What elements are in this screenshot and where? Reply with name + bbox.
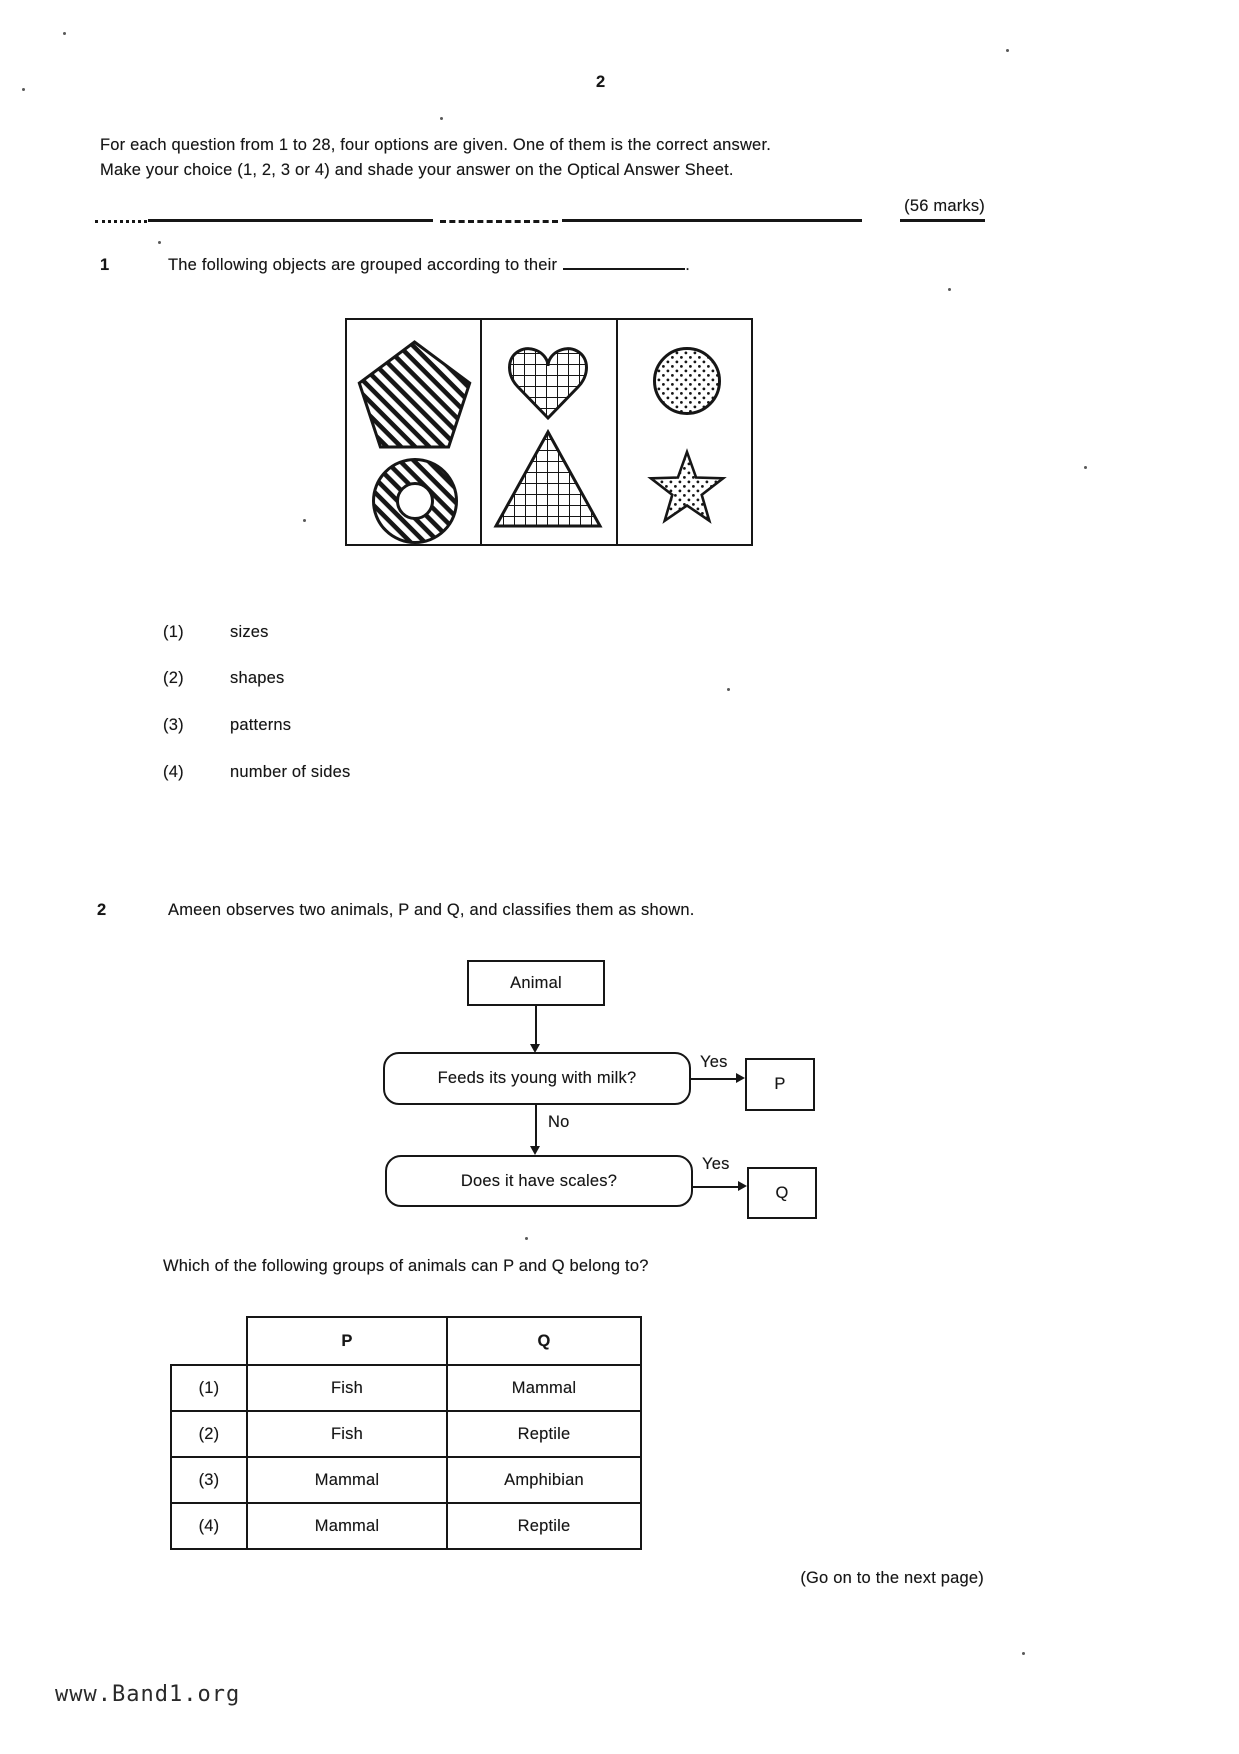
arrow-head-down-icon xyxy=(530,1146,540,1155)
q1-option-1-number: (1) xyxy=(163,623,184,641)
row-number: (2) xyxy=(171,1411,247,1457)
footer-watermark: www.Band1.org xyxy=(55,1682,241,1707)
row-p-value: Fish xyxy=(247,1411,447,1457)
instructions-line2: Make your choice (1, 2, 3 or 4) and shade your answer on the Optical Answer Sheet. xyxy=(100,161,734,179)
triangle-shape xyxy=(492,428,604,530)
table-header-row xyxy=(171,1317,641,1365)
flowchart-no-label: No xyxy=(548,1113,570,1131)
row-q-value: Reptile xyxy=(447,1503,641,1549)
flowchart-yes2-label: Yes xyxy=(702,1155,730,1173)
row-p-value: Fish xyxy=(247,1365,447,1411)
heart-shape xyxy=(502,342,594,422)
scan-speck xyxy=(948,288,951,291)
q1-blank-suffix: . xyxy=(685,256,691,274)
arrow-head-right-icon xyxy=(736,1073,745,1083)
scan-speck xyxy=(303,519,306,522)
row-number: (4) xyxy=(171,1503,247,1549)
row-q-value: Amphibian xyxy=(447,1457,641,1503)
q1-figure xyxy=(345,318,753,546)
q1-option-1-label: sizes xyxy=(230,623,269,641)
marks-label: (56 marks) xyxy=(904,197,985,215)
q1-blank-line xyxy=(563,253,685,270)
q1-option-2-label: shapes xyxy=(230,669,285,687)
q1-text-body: The following objects are grouped according to their xyxy=(168,256,558,274)
table-row xyxy=(171,1365,641,1411)
rule-segment xyxy=(900,219,985,222)
table-header-p: P xyxy=(247,1317,447,1365)
q1-option-4-number: (4) xyxy=(163,763,184,781)
q1-option-3 xyxy=(0,713,600,739)
figure-cell-grid xyxy=(480,320,615,544)
scan-speck xyxy=(63,32,66,35)
figure-cell-dots xyxy=(616,320,751,544)
table-row xyxy=(171,1457,641,1503)
row-q-value: Mammal xyxy=(447,1365,641,1411)
scan-speck xyxy=(158,241,161,244)
table-row xyxy=(171,1503,641,1549)
instructions xyxy=(100,133,920,183)
flowchart-result-q-box: Q xyxy=(747,1167,817,1219)
ring-shape xyxy=(370,456,460,546)
next-page-note: (Go on to the next page) xyxy=(800,1569,984,1587)
q2-text: Ameen observes two animals, P and Q, and classifies them as shown. xyxy=(168,901,695,919)
flowchart-arrow-down xyxy=(535,1105,537,1148)
rule-segment xyxy=(562,219,862,222)
flowchart-arrow-right xyxy=(691,1078,737,1080)
flowchart-yes1-label: Yes xyxy=(700,1053,728,1071)
table-header-q: Q xyxy=(447,1317,641,1365)
rule-segment xyxy=(95,220,147,223)
star-shape xyxy=(646,448,728,528)
row-p-value: Mammal xyxy=(247,1457,447,1503)
scan-speck xyxy=(22,88,25,91)
page-number: 2 xyxy=(596,73,606,91)
circle-shape xyxy=(652,346,722,416)
flowchart-arrow-right xyxy=(693,1186,739,1188)
scan-speck xyxy=(440,117,443,120)
row-q-value: Reptile xyxy=(447,1411,641,1457)
q1-option-4 xyxy=(0,760,600,786)
flowchart-start-box: Animal xyxy=(467,960,605,1006)
q1-option-4-label: number of sides xyxy=(230,763,351,781)
q2-number: 2 xyxy=(97,901,107,919)
scan-speck xyxy=(727,688,730,691)
scan-speck xyxy=(525,1237,528,1240)
instructions-line1: For each question from 1 to 28, four options are given. One of them is the correct answer. xyxy=(100,136,772,154)
arrow-head-right-icon xyxy=(738,1181,747,1191)
q1-option-3-label: patterns xyxy=(230,716,292,734)
table-row xyxy=(171,1411,641,1457)
figure-cell-stripes xyxy=(347,320,480,544)
flowchart-decision2-box: Does it have scales? xyxy=(385,1155,693,1207)
q1-text xyxy=(168,253,690,278)
rule-segment xyxy=(440,220,558,223)
flowchart-decision1-box: Feeds its young with milk? xyxy=(383,1052,691,1105)
row-p-value: Mammal xyxy=(247,1503,447,1549)
flowchart-result-p-box: P xyxy=(745,1058,815,1111)
q1-option-3-number: (3) xyxy=(163,716,184,734)
q1-option-2 xyxy=(0,666,600,692)
q2-sub-question: Which of the following groups of animals can P and Q belong to? xyxy=(163,1257,649,1275)
flowchart-arrow-down xyxy=(535,1006,537,1046)
rule-segment xyxy=(148,219,433,222)
scan-speck xyxy=(1084,466,1087,469)
row-number: (3) xyxy=(171,1457,247,1503)
scan-speck xyxy=(1022,1652,1025,1655)
row-number: (1) xyxy=(171,1365,247,1411)
pentagon-shape xyxy=(354,340,475,450)
q1-number: 1 xyxy=(100,256,110,274)
q1-option-1 xyxy=(0,620,600,646)
scan-speck xyxy=(1006,49,1009,52)
q1-option-2-number: (2) xyxy=(163,669,184,687)
table-header-blank xyxy=(171,1317,247,1365)
q2-answer-table xyxy=(170,1316,642,1550)
